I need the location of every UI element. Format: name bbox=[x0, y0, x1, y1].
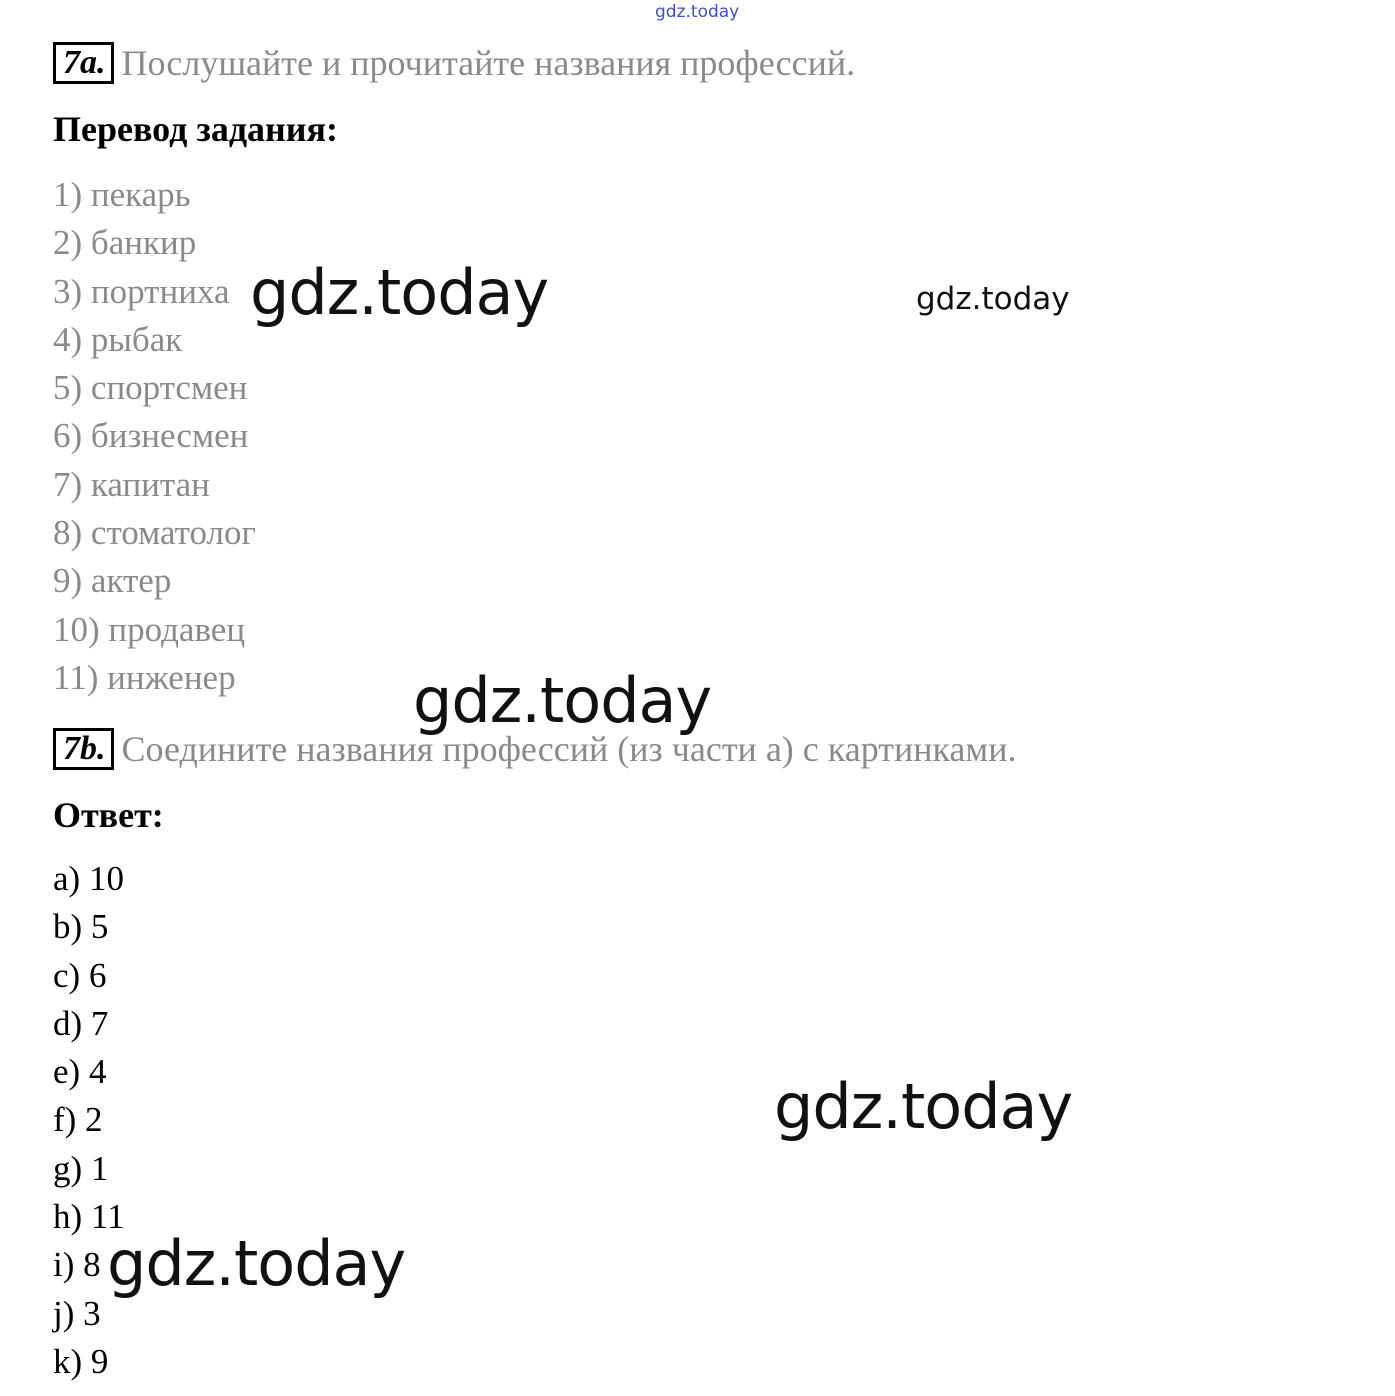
list-item: k) 9 bbox=[53, 1341, 109, 1381]
watermark: gdz.today bbox=[916, 281, 1070, 317]
list-item: 3) портниха bbox=[53, 271, 230, 311]
list-item: h) 11 bbox=[53, 1197, 125, 1237]
list-item: j) 3 bbox=[53, 1293, 101, 1333]
task-7b-text: Соедините названия профессий (из части a) с картинками. bbox=[121, 729, 1017, 769]
list-item: i) 8 bbox=[53, 1245, 101, 1285]
watermark: gdz.today bbox=[774, 1070, 1073, 1143]
list-item: 10) продавец bbox=[53, 609, 246, 649]
list-item: 4) рыбак bbox=[53, 319, 183, 359]
answer-label: Ответ: bbox=[53, 795, 164, 835]
task-7a-text: Послушайте и прочитайте названия профессий. bbox=[121, 43, 856, 83]
task-7a-header bbox=[53, 42, 855, 84]
watermark-top: gdz.today bbox=[655, 2, 740, 22]
list-item: 9) актер bbox=[53, 561, 172, 601]
list-item: a) 10 bbox=[53, 859, 124, 898]
answers-list bbox=[53, 855, 125, 1386]
list-item: d) 7 bbox=[53, 1003, 109, 1043]
list-item: 5) спортсмен bbox=[53, 368, 248, 408]
task-7a-number: 7a. bbox=[53, 42, 114, 84]
list-item: 7) капитан bbox=[53, 464, 210, 504]
list-item: 1) пекарь bbox=[53, 175, 191, 214]
watermark: gdz.today bbox=[107, 1227, 406, 1300]
list-item: g) 1 bbox=[53, 1148, 109, 1188]
list-item: 2) банкир bbox=[53, 223, 197, 263]
list-item: 11) инженер bbox=[53, 657, 236, 697]
list-item: e) 4 bbox=[53, 1052, 107, 1092]
watermark: gdz.today bbox=[413, 664, 712, 737]
list-item: c) 6 bbox=[53, 955, 107, 995]
list-item: 6) бизнесмен bbox=[53, 416, 249, 456]
list-item: b) 5 bbox=[53, 907, 109, 947]
list-item: f) 2 bbox=[53, 1100, 103, 1140]
watermark: gdz.today bbox=[250, 256, 549, 329]
list-item: 8) стоматолог bbox=[53, 513, 256, 553]
translation-label: Перевод задания: bbox=[53, 109, 338, 149]
task-7b-number: 7b. bbox=[53, 728, 114, 770]
professions-list bbox=[53, 171, 256, 702]
